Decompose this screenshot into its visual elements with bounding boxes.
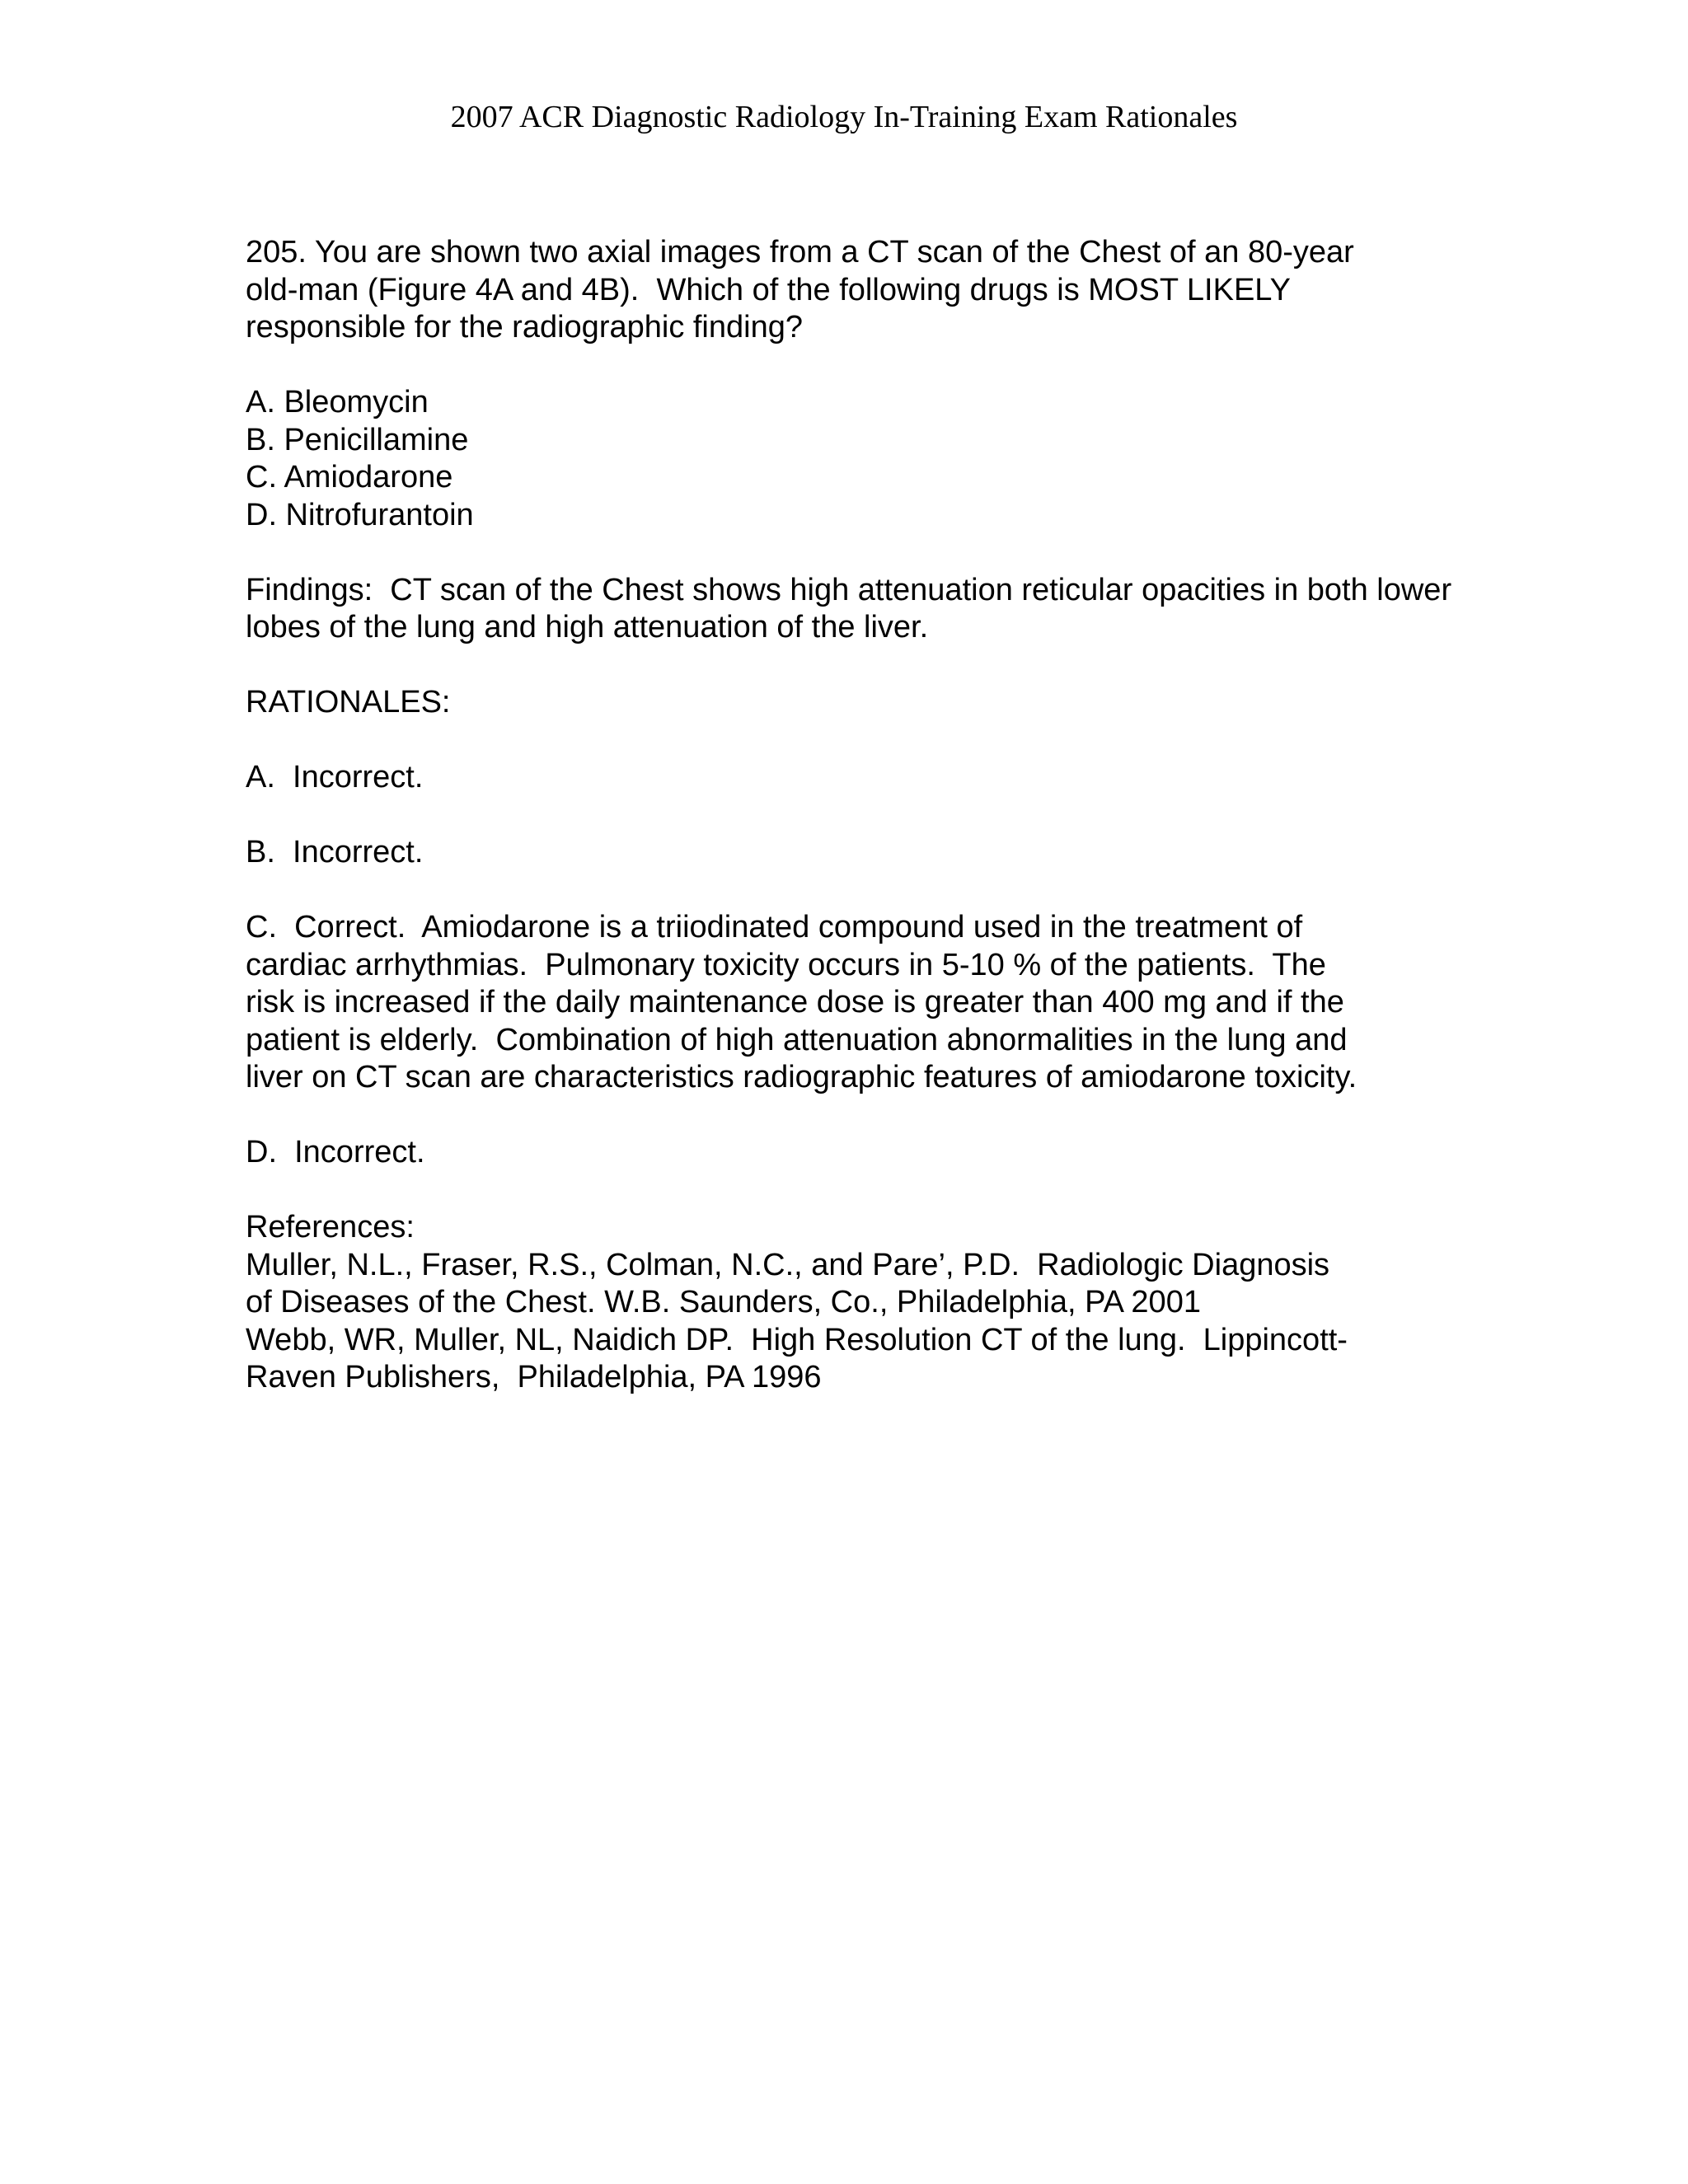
rationale-a-text: A. Incorrect. — [246, 760, 424, 794]
rationale-b — [246, 834, 1531, 872]
answer-option-a: A. Bleomycin — [246, 385, 429, 419]
reference-line: of Diseases of the Chest. W.B. Saunders, Co., Philadelphia, PA 2001 — [246, 1285, 1201, 1319]
findings-line: lobes of the lung and high attenuation of the liver. — [246, 610, 929, 644]
rationale-c-line: risk is increased if the daily maintenance dose is greater than 400 mg and if the — [246, 985, 1344, 1019]
question-line: responsible for the radiographic finding? — [246, 310, 803, 344]
findings — [246, 572, 1531, 647]
answer-option-d: D. Nitrofurantoin — [246, 497, 474, 532]
reference-line: Raven Publishers, Philadelphia, PA 1996 — [246, 1360, 822, 1394]
rationale-c-line: cardiac arrhythmias. Pulmonary toxicity occurs in 5-10 % of the patients. The — [246, 947, 1326, 982]
question-stem — [246, 234, 1531, 347]
question-line: 205. You are shown two axial images from a CT scan of the Chest of an 80-year — [246, 235, 1354, 269]
rationale-c-line: C. Correct. Amiodarone is a triiodinated compound used in the treatment of — [246, 910, 1303, 944]
references-heading: References: — [246, 1210, 415, 1244]
rationales-heading-text: RATIONALES: — [246, 685, 451, 719]
answer-options — [246, 384, 1531, 534]
rationale-d — [246, 1134, 1531, 1172]
answer-option-c: C. Amiodarone — [246, 460, 453, 494]
document-body — [246, 234, 1531, 1434]
references — [246, 1209, 1531, 1397]
rationale-b-text: B. Incorrect. — [246, 835, 424, 869]
findings-line: Findings: CT scan of the Chest shows high attenuation reticular opacities in both lower — [246, 572, 1452, 607]
rationale-d-text: D. Incorrect. — [246, 1135, 425, 1169]
answer-option-b: B. Penicillamine — [246, 422, 469, 457]
rationale-c-line: liver on CT scan are characteristics radiographic features of amiodarone toxicity. — [246, 1060, 1357, 1094]
rationales-heading — [246, 684, 1531, 722]
rationale-a — [246, 759, 1531, 797]
question-line: old-man (Figure 4A and 4B). Which of the following drugs is MOST LIKELY — [246, 272, 1291, 307]
rationale-c — [246, 909, 1531, 1097]
page-header: 2007 ACR Diagnostic Radiology In-Training Exam Rationales — [450, 100, 1238, 134]
reference-line: Webb, WR, Muller, NL, Naidich DP. High Resolution CT of the lung. Lippincott- — [246, 1322, 1348, 1357]
rationale-c-line: patient is elderly. Combination of high attenuation abnormalities in the lung and — [246, 1022, 1348, 1057]
reference-line: Muller, N.L., Fraser, R.S., Colman, N.C., and Pare’, P.D. Radiologic Diagnosis — [246, 1247, 1330, 1282]
